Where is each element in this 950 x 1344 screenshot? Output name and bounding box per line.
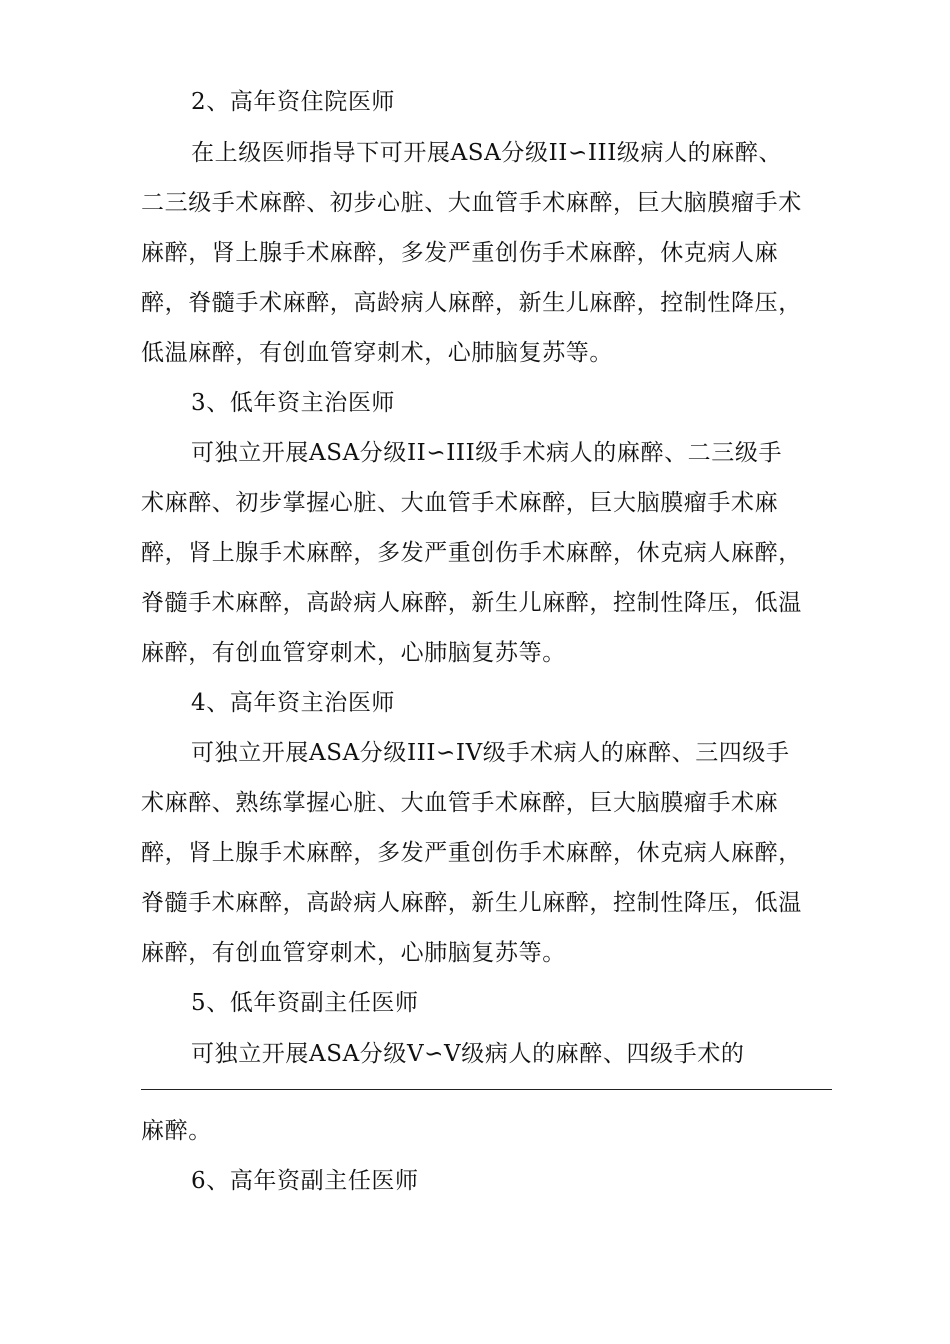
paragraph-line: 术麻醉、熟练掌握心脏、大血管手术麻醉，巨大脑膜瘤手术麻 [141, 790, 779, 816]
paragraph-line: 醉，肾上腺手术麻醉，多发严重创伤手术麻醉，休克病人麻醉， [141, 540, 802, 566]
paragraph-line: 低温麻醉，有创血管穿刺术，心肺脑复苏等。 [141, 340, 613, 366]
paragraph-line: 脊髓手术麻醉，高龄病人麻醉，新生儿麻醉，控制性降压，低温 [141, 590, 802, 616]
paragraph-line: 麻醉，有创血管穿刺术，心肺脑复苏等。 [141, 640, 566, 666]
section-heading: 4、高年资主治医师 [191, 690, 396, 716]
paragraph-line: 醉，肾上腺手术麻醉，多发严重创伤手术麻醉，休克病人麻醉， [141, 840, 802, 866]
section-heading: 5、低年资副主任医师 [191, 990, 419, 1016]
paragraph-line: 二三级手术麻醉、初步心脏、大血管手术麻醉，巨大脑膜瘤手术 [141, 190, 802, 216]
paragraph-line: 可独立开展ASA分级V∽V级病人的麻醉、四级手术的 [191, 1041, 745, 1067]
section-heading: 2、高年资住院医师 [191, 89, 396, 115]
page-break-divider [141, 1089, 832, 1090]
paragraph-line: 可独立开展ASA分级III∽IV级手术病人的麻醉、三四级手 [191, 740, 790, 766]
section-heading: 3、低年资主治医师 [191, 390, 396, 416]
paragraph-line: 术麻醉、初步掌握心脏、大血管手术麻醉，巨大脑膜瘤手术麻 [141, 490, 779, 516]
paragraph-line: 麻醉，有创血管穿刺术，心肺脑复苏等。 [141, 940, 566, 966]
paragraph-line: 麻醉。 [141, 1118, 212, 1144]
paragraph-line: 脊髓手术麻醉，高龄病人麻醉，新生儿麻醉，控制性降压，低温 [141, 890, 802, 916]
section-heading: 6、高年资副主任医师 [191, 1168, 419, 1194]
paragraph-line: 醉，脊髓手术麻醉，高龄病人麻醉，新生儿麻醉，控制性降压， [141, 290, 802, 316]
paragraph-line: 可独立开展ASA分级II∽III级手术病人的麻醉、二三级手 [191, 440, 783, 466]
paragraph-line: 麻醉，肾上腺手术麻醉，多发严重创伤手术麻醉，休克病人麻 [141, 240, 779, 266]
paragraph-line: 在上级医师指导下可开展ASA分级II∽III级病人的麻醉、 [191, 140, 783, 166]
